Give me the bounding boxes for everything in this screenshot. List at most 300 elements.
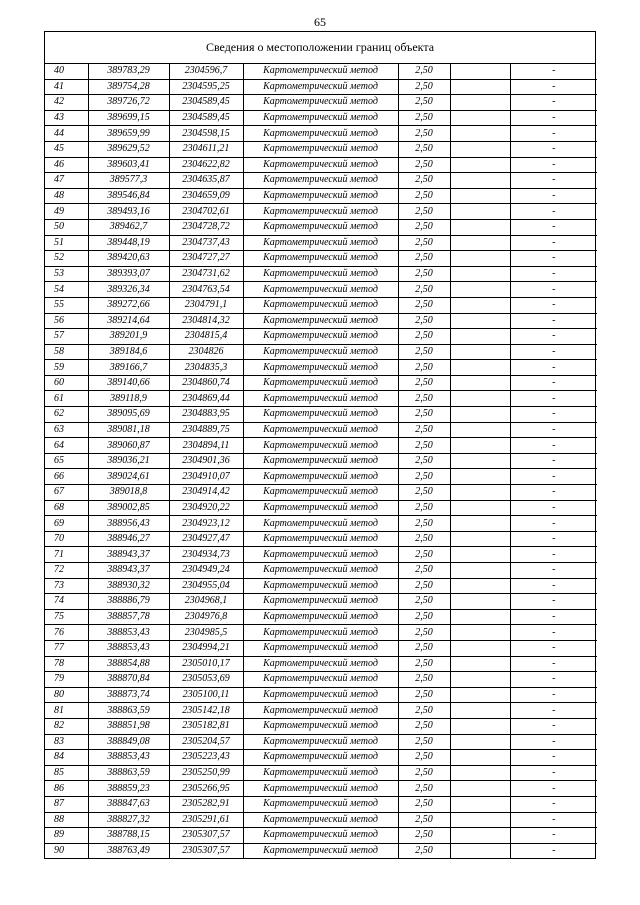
note-cell: - [510,594,597,610]
y-coordinate-cell: 2304728,72 [169,219,243,235]
description-cell [450,375,510,391]
table-row [45,235,597,251]
note-cell: - [510,578,597,594]
description-cell [450,594,510,610]
note-cell: - [510,625,597,641]
method-cell: Картометрический метод [243,516,398,532]
point-number-cell: 85 [45,765,88,781]
method-cell: Картометрический метод [243,297,398,313]
method-cell: Картометрический метод [243,438,398,454]
accuracy-cell: 2,50 [398,703,450,719]
table-row [45,765,597,781]
table-row [45,703,597,719]
method-cell: Картометрический метод [243,500,398,516]
point-number-cell: 59 [45,360,88,376]
table-row [45,547,597,563]
point-number-cell: 80 [45,687,88,703]
description-cell [450,547,510,563]
y-coordinate-cell: 2305223,43 [169,750,243,766]
note-cell: - [510,547,597,563]
method-cell: Картометрический метод [243,469,398,485]
point-number-cell: 50 [45,219,88,235]
note-cell: - [510,812,597,828]
description-cell [450,656,510,672]
table-row [45,485,597,501]
y-coordinate-cell: 2304914,42 [169,485,243,501]
y-coordinate-cell: 2305282,91 [169,796,243,812]
note-cell: - [510,656,597,672]
description-cell [450,781,510,797]
x-coordinate-cell: 388854,88 [88,656,169,672]
table-row [45,531,597,547]
y-coordinate-cell: 2304731,62 [169,266,243,282]
note-cell: - [510,157,597,173]
table-row [45,438,597,454]
y-coordinate-cell: 2305100,11 [169,687,243,703]
y-coordinate-cell: 2304815,4 [169,329,243,345]
accuracy-cell: 2,50 [398,734,450,750]
y-coordinate-cell: 2304596,7 [169,64,243,79]
x-coordinate-cell: 389184,6 [88,344,169,360]
table-row [45,843,597,858]
accuracy-cell: 2,50 [398,79,450,95]
table-row [45,219,597,235]
method-cell: Картометрический метод [243,235,398,251]
method-cell: Картометрический метод [243,126,398,142]
table-row [45,453,597,469]
point-number-cell: 77 [45,640,88,656]
method-cell: Картометрический метод [243,672,398,688]
table-row [45,781,597,797]
method-cell: Картометрический метод [243,391,398,407]
note-cell: - [510,219,597,235]
accuracy-cell: 2,50 [398,672,450,688]
note-cell: - [510,95,597,111]
note-cell: - [510,718,597,734]
description-cell [450,173,510,189]
point-number-cell: 61 [45,391,88,407]
y-coordinate-cell: 2305182,81 [169,718,243,734]
x-coordinate-cell: 389326,34 [88,282,169,298]
method-cell: Картометрический метод [243,95,398,111]
point-number-cell: 43 [45,110,88,126]
table-row [45,126,597,142]
x-coordinate-cell: 389272,66 [88,297,169,313]
table-row [45,375,597,391]
x-coordinate-cell: 388863,59 [88,703,169,719]
accuracy-cell: 2,50 [398,828,450,844]
x-coordinate-cell: 388847,63 [88,796,169,812]
table-row [45,297,597,313]
page-number: 65 [314,15,326,29]
y-coordinate-cell: 2304659,09 [169,188,243,204]
y-coordinate-cell: 2304894,11 [169,438,243,454]
y-coordinate-cell: 2304595,25 [169,79,243,95]
method-cell: Картометрический метод [243,609,398,625]
description-cell [450,531,510,547]
accuracy-cell: 2,50 [398,578,450,594]
method-cell: Картометрический метод [243,453,398,469]
x-coordinate-cell: 389754,28 [88,79,169,95]
accuracy-cell: 2,50 [398,547,450,563]
point-number-cell: 51 [45,235,88,251]
table-row [45,110,597,126]
y-coordinate-cell: 2304791,1 [169,297,243,313]
method-cell: Картометрический метод [243,718,398,734]
point-number-cell: 58 [45,344,88,360]
y-coordinate-cell: 2304622,82 [169,157,243,173]
description-cell [450,718,510,734]
accuracy-cell: 2,50 [398,266,450,282]
table-row [45,796,597,812]
method-cell: Картометрический метод [243,422,398,438]
method-cell: Картометрический метод [243,640,398,656]
accuracy-cell: 2,50 [398,656,450,672]
method-cell: Картометрический метод [243,204,398,220]
method-cell: Картометрический метод [243,407,398,423]
accuracy-cell: 2,50 [398,219,450,235]
point-number-cell: 62 [45,407,88,423]
point-number-cell: 60 [45,375,88,391]
x-coordinate-cell: 388930,32 [88,578,169,594]
accuracy-cell: 2,50 [398,329,450,345]
note-cell: - [510,110,597,126]
method-cell: Картометрический метод [243,703,398,719]
x-coordinate-cell: 389420,63 [88,251,169,267]
table-row [45,79,597,95]
point-number-cell: 74 [45,594,88,610]
accuracy-cell: 2,50 [398,188,450,204]
accuracy-cell: 2,50 [398,812,450,828]
method-cell: Картометрический метод [243,734,398,750]
description-cell [450,672,510,688]
accuracy-cell: 2,50 [398,469,450,485]
y-coordinate-cell: 2304985,5 [169,625,243,641]
note-cell: - [510,344,597,360]
description-cell [450,828,510,844]
x-coordinate-cell: 389603,41 [88,157,169,173]
y-coordinate-cell: 2304927,47 [169,531,243,547]
description-cell [450,391,510,407]
x-coordinate-cell: 389462,7 [88,219,169,235]
y-coordinate-cell: 2304883,95 [169,407,243,423]
accuracy-cell: 2,50 [398,235,450,251]
accuracy-cell: 2,50 [398,718,450,734]
method-cell: Картометрический метод [243,531,398,547]
table-row [45,594,597,610]
x-coordinate-cell: 388788,15 [88,828,169,844]
x-coordinate-cell: 388870,84 [88,672,169,688]
x-coordinate-cell: 389002,85 [88,500,169,516]
note-cell: - [510,734,597,750]
method-cell: Картометрический метод [243,796,398,812]
y-coordinate-cell: 2305142,18 [169,703,243,719]
description-cell [450,95,510,111]
x-coordinate-cell: 388943,37 [88,563,169,579]
note-cell: - [510,500,597,516]
description-cell [450,188,510,204]
description-cell [450,485,510,501]
y-coordinate-cell: 2304901,36 [169,453,243,469]
description-cell [450,313,510,329]
accuracy-cell: 2,50 [398,453,450,469]
description-cell [450,640,510,656]
boundary-table-sheet [44,31,596,859]
point-number-cell: 84 [45,750,88,766]
accuracy-cell: 2,50 [398,297,450,313]
note-cell: - [510,563,597,579]
accuracy-cell: 2,50 [398,313,450,329]
note-cell: - [510,79,597,95]
point-number-cell: 66 [45,469,88,485]
point-number-cell: 72 [45,563,88,579]
x-coordinate-cell: 389448,19 [88,235,169,251]
y-coordinate-cell: 2304994,21 [169,640,243,656]
accuracy-cell: 2,50 [398,141,450,157]
point-number-cell: 86 [45,781,88,797]
description-cell [450,110,510,126]
note-cell: - [510,531,597,547]
x-coordinate-cell: 389577,3 [88,173,169,189]
x-coordinate-cell: 389140,66 [88,375,169,391]
method-cell: Картометрический метод [243,687,398,703]
x-coordinate-cell: 389060,87 [88,438,169,454]
table-row [45,313,597,329]
method-cell: Картометрический метод [243,485,398,501]
x-coordinate-cell: 389783,29 [88,64,169,79]
x-coordinate-cell: 388873,74 [88,687,169,703]
x-coordinate-cell: 388886,79 [88,594,169,610]
y-coordinate-cell: 2304737,43 [169,235,243,251]
accuracy-cell: 2,50 [398,173,450,189]
point-number-cell: 56 [45,313,88,329]
y-coordinate-cell: 2304727,27 [169,251,243,267]
note-cell: - [510,843,597,858]
y-coordinate-cell: 2304923,12 [169,516,243,532]
description-cell [450,126,510,142]
accuracy-cell: 2,50 [398,843,450,858]
description-cell [450,812,510,828]
table-row [45,391,597,407]
accuracy-cell: 2,50 [398,110,450,126]
description-cell [450,453,510,469]
point-number-cell: 78 [45,656,88,672]
method-cell: Картометрический метод [243,188,398,204]
y-coordinate-cell: 2304968,1 [169,594,243,610]
point-number-cell: 90 [45,843,88,858]
accuracy-cell: 2,50 [398,344,450,360]
accuracy-cell: 2,50 [398,687,450,703]
x-coordinate-cell: 389493,16 [88,204,169,220]
note-cell: - [510,828,597,844]
accuracy-cell: 2,50 [398,594,450,610]
note-cell: - [510,313,597,329]
point-number-cell: 88 [45,812,88,828]
x-coordinate-cell: 388956,43 [88,516,169,532]
table-row [45,625,597,641]
table-row [45,407,597,423]
y-coordinate-cell: 2304860,74 [169,375,243,391]
description-cell [450,204,510,220]
point-number-cell: 69 [45,516,88,532]
accuracy-cell: 2,50 [398,750,450,766]
x-coordinate-cell: 388857,78 [88,609,169,625]
y-coordinate-cell: 2304635,87 [169,173,243,189]
description-cell [450,750,510,766]
x-coordinate-cell: 388853,43 [88,750,169,766]
description-cell [450,297,510,313]
method-cell: Картометрический метод [243,282,398,298]
description-cell [450,687,510,703]
note-cell: - [510,391,597,407]
note-cell: - [510,765,597,781]
point-number-cell: 63 [45,422,88,438]
table-row [45,64,597,79]
note-cell: - [510,141,597,157]
description-cell [450,235,510,251]
x-coordinate-cell: 388827,32 [88,812,169,828]
point-number-cell: 81 [45,703,88,719]
point-number-cell: 73 [45,578,88,594]
point-number-cell: 70 [45,531,88,547]
table-row [45,672,597,688]
description-cell [450,765,510,781]
note-cell: - [510,516,597,532]
x-coordinate-cell: 389018,8 [88,485,169,501]
y-coordinate-cell: 2305010,17 [169,656,243,672]
x-coordinate-cell: 389036,21 [88,453,169,469]
description-cell [450,796,510,812]
description-cell [450,843,510,858]
table-row [45,812,597,828]
method-cell: Картометрический метод [243,781,398,797]
method-cell: Картометрический метод [243,360,398,376]
note-cell: - [510,781,597,797]
table-row [45,718,597,734]
method-cell: Картометрический метод [243,547,398,563]
method-cell: Картометрический метод [243,251,398,267]
y-coordinate-cell: 2304826 [169,344,243,360]
y-coordinate-cell: 2305307,57 [169,828,243,844]
x-coordinate-cell: 389726,72 [88,95,169,111]
x-coordinate-cell: 388943,37 [88,547,169,563]
note-cell: - [510,750,597,766]
note-cell: - [510,188,597,204]
method-cell: Картометрический метод [243,594,398,610]
note-cell: - [510,282,597,298]
point-number-cell: 57 [45,329,88,345]
table-row [45,734,597,750]
table-row [45,656,597,672]
y-coordinate-cell: 2304611,21 [169,141,243,157]
note-cell: - [510,640,597,656]
table-row [45,578,597,594]
y-coordinate-cell: 2304949,24 [169,563,243,579]
description-cell [450,344,510,360]
point-number-cell: 40 [45,64,88,79]
table-row [45,640,597,656]
y-coordinate-cell: 2304702,61 [169,204,243,220]
description-cell [450,360,510,376]
y-coordinate-cell: 2305053,69 [169,672,243,688]
note-cell: - [510,251,597,267]
description-cell [450,282,510,298]
point-number-cell: 75 [45,609,88,625]
accuracy-cell: 2,50 [398,625,450,641]
point-number-cell: 76 [45,625,88,641]
description-cell [450,500,510,516]
description-cell [450,64,510,79]
y-coordinate-cell: 2304589,45 [169,110,243,126]
point-number-cell: 65 [45,453,88,469]
y-coordinate-cell: 2304869,44 [169,391,243,407]
x-coordinate-cell: 389393,07 [88,266,169,282]
accuracy-cell: 2,50 [398,796,450,812]
accuracy-cell: 2,50 [398,95,450,111]
x-coordinate-cell: 388853,43 [88,625,169,641]
section-title: Сведения о местоположении границ объекта [45,32,595,64]
table-row [45,609,597,625]
table-row [45,422,597,438]
accuracy-cell: 2,50 [398,391,450,407]
point-number-cell: 89 [45,828,88,844]
description-cell [450,438,510,454]
accuracy-cell: 2,50 [398,407,450,423]
description-cell [450,734,510,750]
description-cell [450,79,510,95]
table-body [45,64,597,858]
method-cell: Картометрический метод [243,157,398,173]
table-row [45,141,597,157]
note-cell: - [510,438,597,454]
x-coordinate-cell: 389024,61 [88,469,169,485]
y-coordinate-cell: 2305204,57 [169,734,243,750]
table-row [45,563,597,579]
description-cell [450,157,510,173]
description-cell [450,329,510,345]
point-number-cell: 55 [45,297,88,313]
note-cell: - [510,235,597,251]
description-cell [450,407,510,423]
accuracy-cell: 2,50 [398,282,450,298]
y-coordinate-cell: 2305291,61 [169,812,243,828]
x-coordinate-cell: 389546,84 [88,188,169,204]
table-row [45,188,597,204]
note-cell: - [510,687,597,703]
description-cell [450,625,510,641]
method-cell: Картометрический метод [243,812,398,828]
note-cell: - [510,266,597,282]
method-cell: Картометрический метод [243,625,398,641]
point-number-cell: 52 [45,251,88,267]
accuracy-cell: 2,50 [398,563,450,579]
note-cell: - [510,204,597,220]
description-cell [450,141,510,157]
y-coordinate-cell: 2304889,75 [169,422,243,438]
method-cell: Картометрический метод [243,843,398,858]
description-cell [450,516,510,532]
accuracy-cell: 2,50 [398,609,450,625]
description-cell [450,563,510,579]
x-coordinate-cell: 389201,9 [88,329,169,345]
y-coordinate-cell: 2304920,22 [169,500,243,516]
description-cell [450,266,510,282]
accuracy-cell: 2,50 [398,422,450,438]
note-cell: - [510,422,597,438]
x-coordinate-cell: 388863,59 [88,765,169,781]
table-row [45,95,597,111]
table-row [45,251,597,267]
